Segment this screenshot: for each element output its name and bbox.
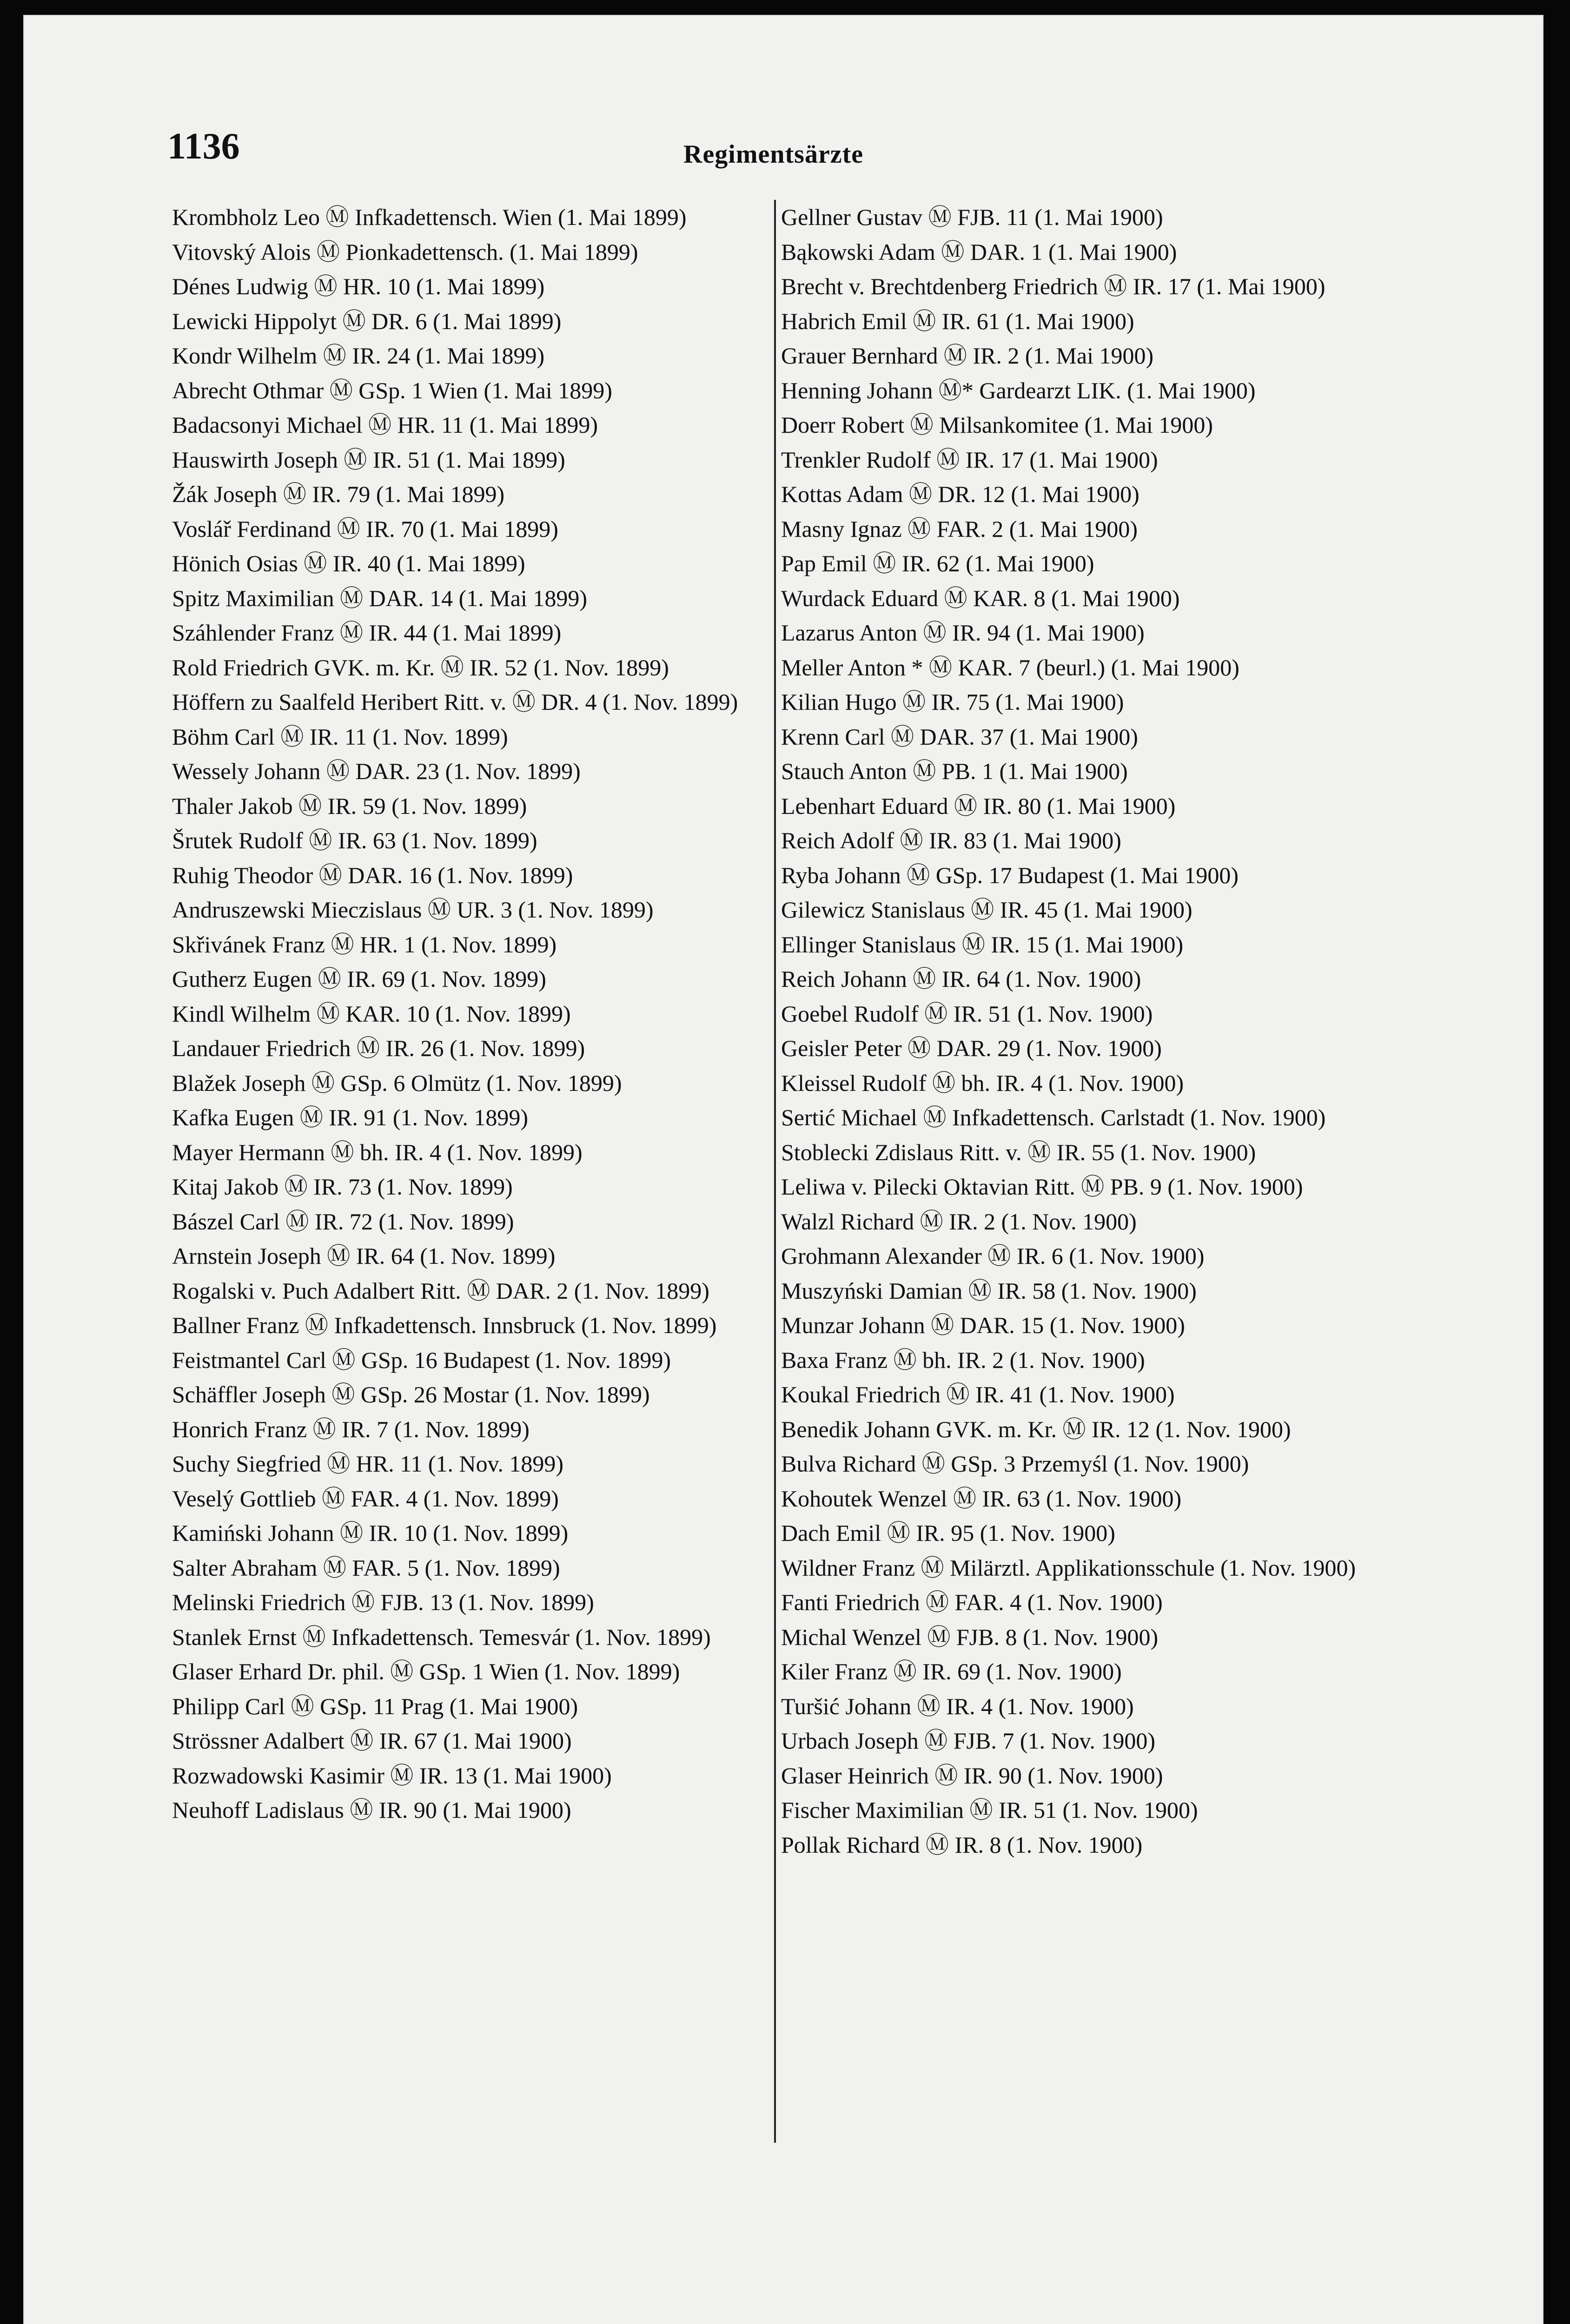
- register-entry: Spitz Maximilian Ⓜ DAR. 14 (1. Mai 1899): [172, 585, 587, 611]
- register-entry: Michal Wenzel Ⓜ FJB. 8 (1. Nov. 1900): [781, 1624, 1159, 1650]
- register-entry: Stauch Anton Ⓜ PB. 1 (1. Mai 1900): [781, 758, 1128, 784]
- register-entry: Schäffler Joseph Ⓜ GSp. 26 Mostar (1. Nov. 1899): [172, 1381, 650, 1407]
- register-entry: Wurdack Eduard Ⓜ KAR. 8 (1. Mai 1900): [781, 585, 1180, 611]
- register-entry: Vitovský Alois Ⓜ Pionkadettensch. (1. Mai 1899): [172, 238, 638, 265]
- register-entry: Walzl Richard Ⓜ IR. 2 (1. Nov. 1900): [781, 1208, 1137, 1235]
- register-entry: Goebel Rudolf Ⓜ IR. 51 (1. Nov. 1900): [781, 1000, 1153, 1027]
- register-entry: Bászel Carl Ⓜ IR. 72 (1. Nov. 1899): [172, 1208, 514, 1235]
- register-entry: Kleissel Rudolf Ⓜ bh. IR. 4 (1. Nov. 1900): [781, 1070, 1184, 1096]
- register-entry: Rozwadowski Kasimir Ⓜ IR. 13 (1. Mai 1900): [172, 1762, 612, 1789]
- column-divider: [774, 200, 776, 2143]
- register-entry: Ellinger Stanislaus Ⓜ IR. 15 (1. Mai 1900): [781, 931, 1184, 957]
- register-entry: Ryba Johann Ⓜ GSp. 17 Budapest (1. Mai 1900): [781, 862, 1239, 888]
- register-entry: Salter Abraham Ⓜ FAR. 5 (1. Nov. 1899): [172, 1554, 560, 1581]
- register-entry: Turšić Johann Ⓜ IR. 4 (1. Nov. 1900): [781, 1693, 1134, 1719]
- register-entry: Stoblecki Zdislaus Ritt. v. Ⓜ IR. 55 (1. Nov. 1900): [781, 1139, 1256, 1165]
- register-entry: Fanti Friedrich Ⓜ FAR. 4 (1. Nov. 1900): [781, 1589, 1163, 1615]
- register-entry: Henning Johann Ⓜ* Gardearzt LIK. (1. Mai 1900): [781, 377, 1256, 403]
- register-entry: Dach Emil Ⓜ IR. 95 (1. Nov. 1900): [781, 1520, 1115, 1546]
- register-entry: Brecht v. Brechtdenberg Friedrich Ⓜ IR. 17 (1. Mai 1900): [781, 273, 1325, 299]
- register-entry: Geisler Peter Ⓜ DAR. 29 (1. Nov. 1900): [781, 1035, 1162, 1061]
- register-entry: Hauswirth Joseph Ⓜ IR. 51 (1. Mai 1899): [172, 446, 565, 473]
- register-entry: Lebenhart Eduard Ⓜ IR. 80 (1. Mai 1900): [781, 792, 1176, 819]
- register-entry: Badacsonyi Michael Ⓜ HR. 11 (1. Mai 1899): [172, 412, 598, 438]
- register-entry: Böhm Carl Ⓜ IR. 11 (1. Nov. 1899): [172, 723, 508, 750]
- left-column: [172, 200, 758, 1828]
- register-entry: Baxa Franz Ⓜ bh. IR. 2 (1. Nov. 1900): [781, 1347, 1145, 1373]
- register-entry: Skřivánek Franz Ⓜ HR. 1 (1. Nov. 1899): [172, 931, 557, 957]
- register-entry: Melinski Friedrich Ⓜ FJB. 13 (1. Nov. 1899): [172, 1589, 594, 1615]
- register-entry: Strössner Adalbert Ⓜ IR. 67 (1. Mai 1900): [172, 1728, 572, 1754]
- register-entry: Veselý Gottlieb Ⓜ FAR. 4 (1. Nov. 1899): [172, 1485, 559, 1512]
- register-entry: Kamiński Johann Ⓜ IR. 10 (1. Nov. 1899): [172, 1520, 569, 1546]
- register-entry: Benedik Johann GVK. m. Kr. Ⓜ IR. 12 (1. Nov. 1900): [781, 1416, 1291, 1442]
- register-entry: Glaser Heinrich Ⓜ IR. 90 (1. Nov. 1900): [781, 1762, 1163, 1789]
- register-entry: Száhlender Franz Ⓜ IR. 44 (1. Mai 1899): [172, 620, 562, 646]
- page-number: 1136: [167, 126, 240, 167]
- register-entry: Ballner Franz Ⓜ Infkadettensch. Innsbruck (1. Nov. 1899): [172, 1312, 717, 1338]
- register-entry: Suchy Siegfried Ⓜ HR. 11 (1. Nov. 1899): [172, 1451, 564, 1477]
- register-entry: Arnstein Joseph Ⓜ IR. 64 (1. Nov. 1899): [172, 1243, 556, 1269]
- register-entry: Munzar Johann Ⓜ DAR. 15 (1. Nov. 1900): [781, 1312, 1185, 1338]
- register-entry: Neuhoff Ladislaus Ⓜ IR. 90 (1. Mai 1900): [172, 1797, 571, 1823]
- register-entry: Landauer Friedrich Ⓜ IR. 26 (1. Nov. 1899): [172, 1035, 585, 1061]
- register-entry: Bulva Richard Ⓜ GSp. 3 Przemyśl (1. Nov. 1900): [781, 1451, 1249, 1477]
- register-entry: Wildner Franz Ⓜ Milärztl. Applikationsschule (1. Nov. 1900): [781, 1554, 1356, 1581]
- register-entry: Kohoutek Wenzel Ⓜ IR. 63 (1. Nov. 1900): [781, 1485, 1182, 1512]
- register-entry: Hönich Osias Ⓜ IR. 40 (1. Mai 1899): [172, 550, 525, 576]
- register-entry: Doerr Robert Ⓜ Milsankomitee (1. Mai 1900): [781, 412, 1213, 438]
- register-entry: Blažek Joseph Ⓜ GSp. 6 Olmütz (1. Nov. 1899): [172, 1070, 622, 1096]
- register-entry: Bąkowski Adam Ⓜ DAR. 1 (1. Mai 1900): [781, 238, 1177, 265]
- register-entry: Feistmantel Carl Ⓜ GSp. 16 Budapest (1. Nov. 1899): [172, 1347, 671, 1373]
- register-entry: Masny Ignaz Ⓜ FAR. 2 (1. Mai 1900): [781, 515, 1138, 542]
- register-entry: Thaler Jakob Ⓜ IR. 59 (1. Nov. 1899): [172, 792, 527, 819]
- register-entry: Philipp Carl Ⓜ GSp. 11 Prag (1. Mai 1900): [172, 1693, 578, 1719]
- register-entry: Dénes Ludwig Ⓜ HR. 10 (1. Mai 1899): [172, 273, 545, 299]
- register-entry: Rogalski v. Puch Adalbert Ritt. Ⓜ DAR. 2 (1. Nov. 1899): [172, 1277, 709, 1304]
- register-entry: Reich Johann Ⓜ IR. 64 (1. Nov. 1900): [781, 966, 1141, 992]
- register-entry: Pap Emil Ⓜ IR. 62 (1. Mai 1900): [781, 550, 1094, 576]
- right-column: [781, 200, 1367, 1862]
- register-entry: Reich Adolf Ⓜ IR. 83 (1. Mai 1900): [781, 827, 1121, 853]
- register-entry: Lewicki Hippolyt Ⓜ DR. 6 (1. Mai 1899): [172, 308, 562, 334]
- register-entry: Abrecht Othmar Ⓜ GSp. 1 Wien (1. Mai 1899): [172, 377, 612, 403]
- register-entry: Meller Anton * Ⓜ KAR. 7 (beurl.) (1. Mai 1900): [781, 654, 1239, 680]
- register-entry: Voslář Ferdinand Ⓜ IR. 70 (1. Mai 1899): [172, 515, 558, 542]
- register-entry: Žák Joseph Ⓜ IR. 79 (1. Mai 1899): [172, 481, 505, 507]
- register-entry: Gutherz Eugen Ⓜ IR. 69 (1. Nov. 1899): [172, 966, 546, 992]
- register-entry: Lazarus Anton Ⓜ IR. 94 (1. Mai 1900): [781, 620, 1145, 646]
- register-entry: Wessely Johann Ⓜ DAR. 23 (1. Nov. 1899): [172, 758, 581, 784]
- register-entry: Leliwa v. Pilecki Oktavian Ritt. Ⓜ PB. 9 (1. Nov. 1900): [781, 1174, 1303, 1200]
- register-entry: Krombholz Leo Ⓜ Infkadettensch. Wien (1. Mai 1899): [172, 204, 687, 230]
- register-entry: Koukal Friedrich Ⓜ IR. 41 (1. Nov. 1900): [781, 1381, 1175, 1407]
- register-entry: Andruszewski Mieczislaus Ⓜ UR. 3 (1. Nov. 1899): [172, 897, 654, 923]
- register-entry: Urbach Joseph Ⓜ FJB. 7 (1. Nov. 1900): [781, 1728, 1156, 1754]
- register-entry: Šrutek Rudolf Ⓜ IR. 63 (1. Nov. 1899): [172, 827, 537, 853]
- register-entry: Gellner Gustav Ⓜ FJB. 11 (1. Mai 1900): [781, 204, 1163, 230]
- register-entry: Habrich Emil Ⓜ IR. 61 (1. Mai 1900): [781, 308, 1134, 334]
- register-entry: Kiler Franz Ⓜ IR. 69 (1. Nov. 1900): [781, 1658, 1122, 1684]
- register-entry: Kilian Hugo Ⓜ IR. 75 (1. Mai 1900): [781, 689, 1124, 715]
- register-entry: Höffern zu Saalfeld Heribert Ritt. v. Ⓜ DR. 4 (1. Nov. 1899): [172, 689, 738, 715]
- register-entry: Rold Friedrich GVK. m. Kr. Ⓜ IR. 52 (1. Nov. 1899): [172, 654, 669, 680]
- register-entry: Gilewicz Stanislaus Ⓜ IR. 45 (1. Mai 1900): [781, 897, 1192, 923]
- register-entry: Kindl Wilhelm Ⓜ KAR. 10 (1. Nov. 1899): [172, 1000, 571, 1027]
- register-entry: Grauer Bernhard Ⓜ IR. 2 (1. Mai 1900): [781, 343, 1154, 369]
- register-entry: Grohmann Alexander Ⓜ IR. 6 (1. Nov. 1900): [781, 1243, 1205, 1269]
- register-entry: Pollak Richard Ⓜ IR. 8 (1. Nov. 1900): [781, 1831, 1143, 1858]
- register-entry: Muszyński Damian Ⓜ IR. 58 (1. Nov. 1900): [781, 1277, 1197, 1304]
- register-entry: Sertić Michael Ⓜ Infkadettensch. Carlstadt (1. Nov. 1900): [781, 1104, 1326, 1130]
- register-entry: Ruhig Theodor Ⓜ DAR. 16 (1. Nov. 1899): [172, 862, 573, 888]
- register-entry: Trenkler Rudolf Ⓜ IR. 17 (1. Mai 1900): [781, 446, 1158, 473]
- running-head: Regimentsärzte: [683, 140, 864, 169]
- register-entry: Mayer Hermann Ⓜ bh. IR. 4 (1. Nov. 1899): [172, 1139, 583, 1165]
- register-entry: Glaser Erhard Dr. phil. Ⓜ GSp. 1 Wien (1. Nov. 1899): [172, 1658, 680, 1684]
- register-entry: Fischer Maximilian Ⓜ IR. 51 (1. Nov. 1900): [781, 1797, 1198, 1823]
- register-entry: Kondr Wilhelm Ⓜ IR. 24 (1. Mai 1899): [172, 343, 545, 369]
- register-entry: Kottas Adam Ⓜ DR. 12 (1. Mai 1900): [781, 481, 1139, 507]
- register-entry: Honrich Franz Ⓜ IR. 7 (1. Nov. 1899): [172, 1416, 530, 1442]
- register-entry: Kafka Eugen Ⓜ IR. 91 (1. Nov. 1899): [172, 1104, 529, 1130]
- register-entry: Stanlek Ernst Ⓜ Infkadettensch. Temesvár (1. Nov. 1899): [172, 1624, 711, 1650]
- register-entry: Krenn Carl Ⓜ DAR. 37 (1. Mai 1900): [781, 723, 1138, 750]
- register-entry: Kitaj Jakob Ⓜ IR. 73 (1. Nov. 1899): [172, 1174, 513, 1200]
